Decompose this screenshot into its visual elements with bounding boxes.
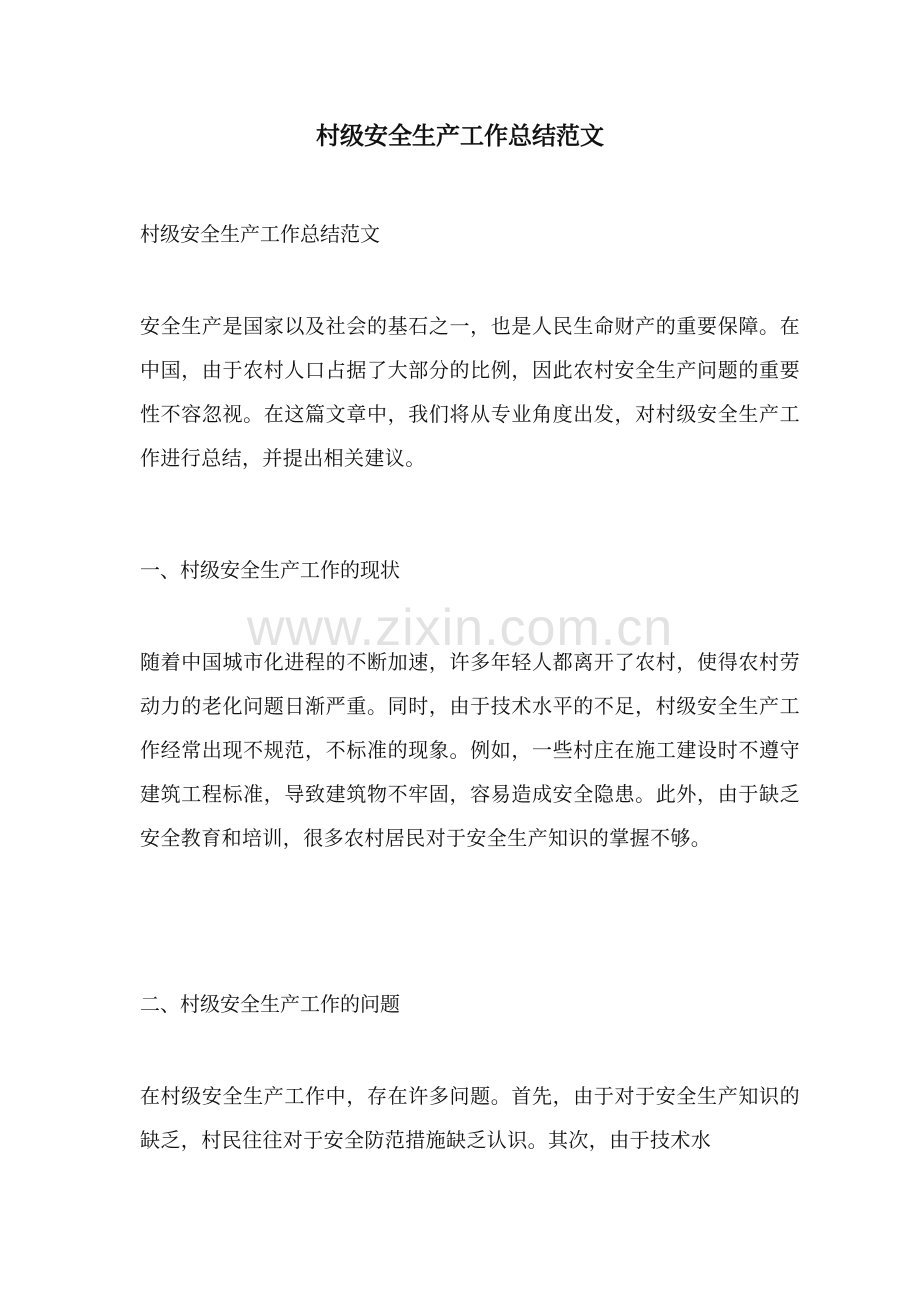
document-title: 村级安全生产工作总结范文 [316, 121, 604, 150]
intro-paragraph: 安全生产是国家以及社会的基石之一，也是人民生命财产的重要保障。在中国，由于农村人口占据了大部分的比例，因此农村安全生产问题的重要性不容忽视。在这篇文章中，我们将从专业角度出发，对村级安全生产工作进行总结，并提出相关建议。 [140, 314, 800, 470]
watermark: www.zixin.com.cn [246, 599, 674, 657]
section-1-paragraph: 随着中国城市化进程的不断加速，许多年轻人都离开了农村，使得农村劳动力的老化问题日渐严重。同时，由于技术水平的不足，村级安全生产工作经常出现不规范，不标准的现象。例如，一些村庄在施工建设时不遵守建筑工程标准，导致建筑物不牢固，容易造成安全隐患。此外，由于缺乏安全教育和培训，很多农村居民对于安全生产知识的掌握不够。 [140, 650, 800, 850]
document-subtitle: 村级安全生产工作总结范文 [140, 222, 380, 246]
section-1-heading: 一、村级安全生产工作的现状 [140, 558, 400, 582]
section-2-paragraph: 在村级安全生产工作中，存在许多问题。首先，由于对于安全生产知识的缺乏，村民往往对于安全防范措施缺乏认识。其次，由于技术水 [140, 1084, 800, 1152]
section-2-heading: 二、村级安全生产工作的问题 [140, 992, 400, 1016]
